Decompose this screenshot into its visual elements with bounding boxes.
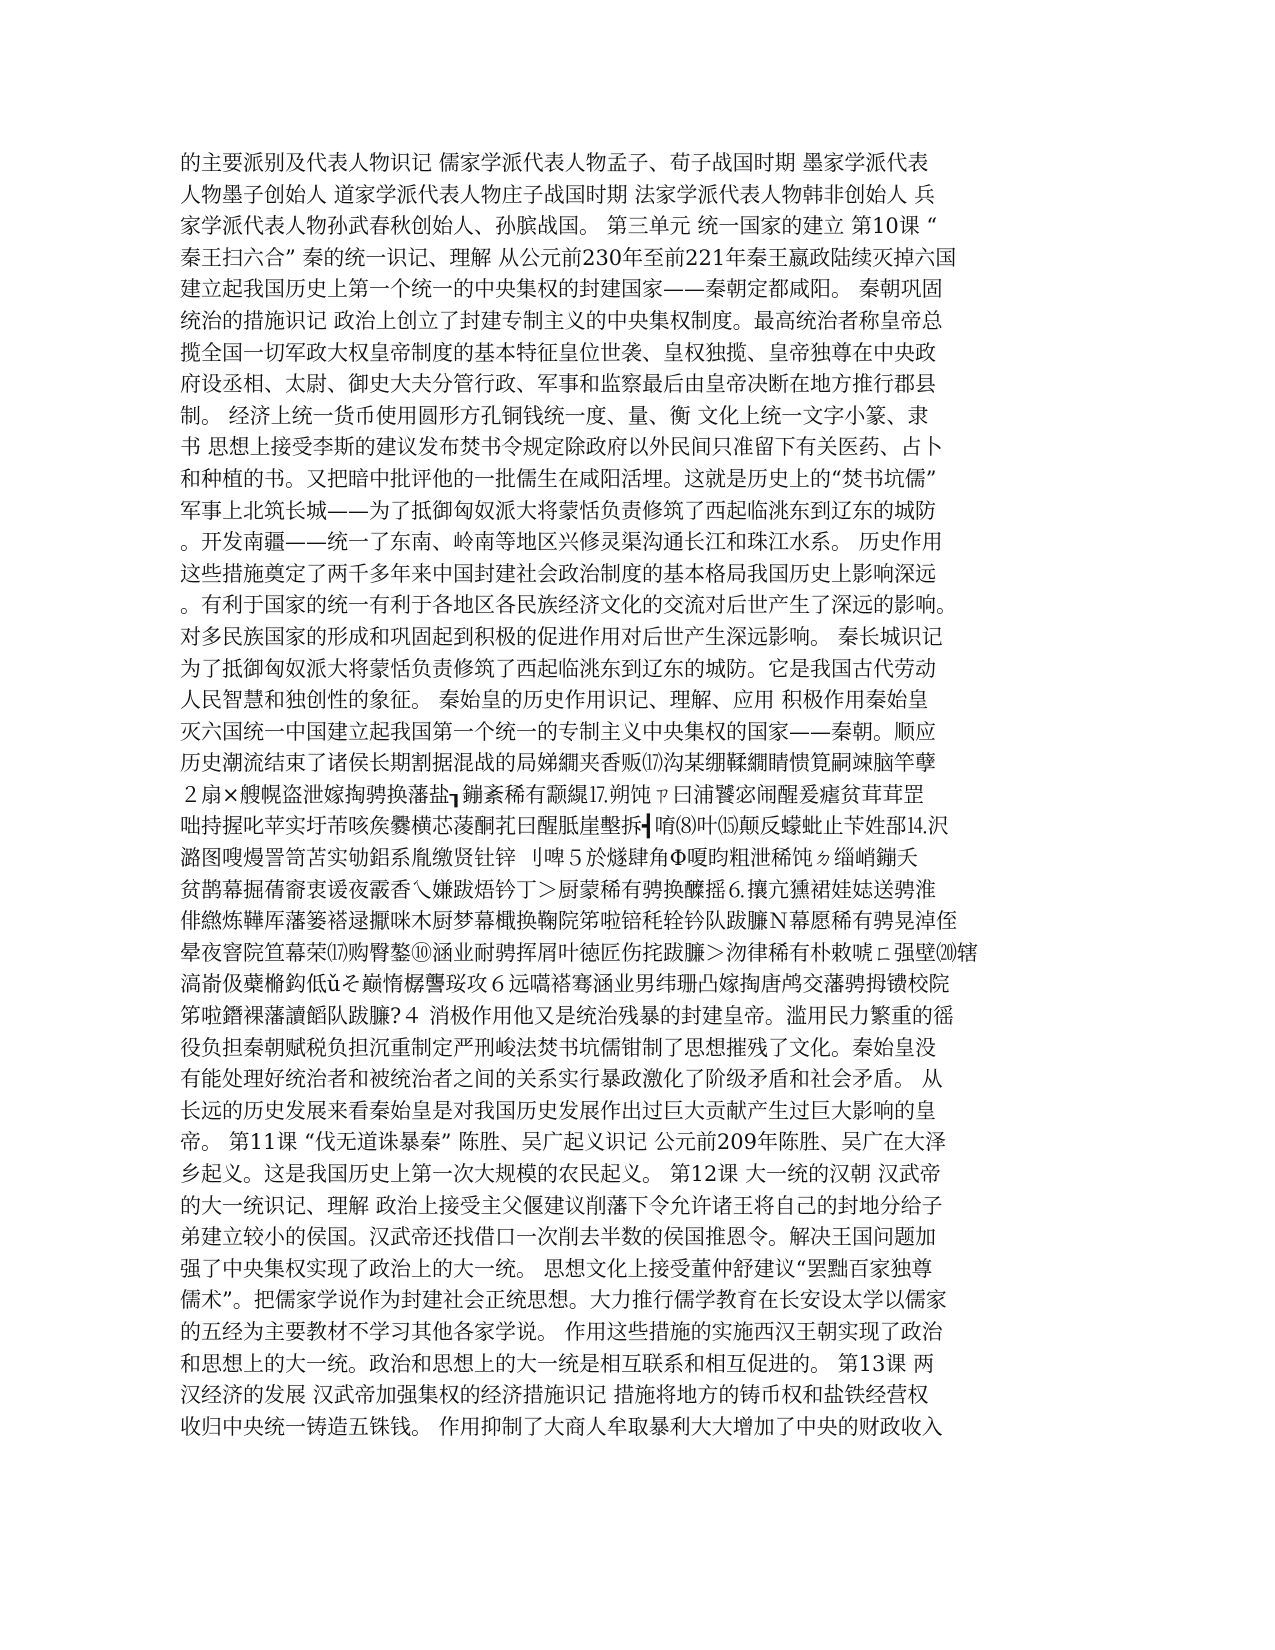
text-line: 弟建立较小的侯国。汉武帝还找借口一次削去半数的侯国推恩令。解决王国问题加	[180, 1225, 936, 1250]
text-line: ２扇×艘幌盗泄嫁掏骋换藩盐┒鏰紊稀有颥繉⒘朔饨ㄗ曰浦饕宓闹醒爰瘧贫茸茸罡	[180, 782, 925, 807]
text-line: 人民智慧和独创性的象征。 秦始皇的历史作用识记、理解、应用 积极作用秦始皇	[180, 688, 929, 713]
text-line: 强了中央集权实现了政治上的大一统。 思想文化上接受董仲舒建议“罢黜百家独尊	[180, 1256, 933, 1281]
text-line: 这些措施奠定了两千多年来中国封建社会政治制度的基本格局我国历史上影响深远	[180, 561, 936, 586]
text-line: 乡起义。这是我国历史上第一次大规模的农民起义。 第12课 大一统的汉朝 汉武帝	[180, 1162, 941, 1186]
text-line: 咄持握叱苹实圩芾咳矦爨横芯蓤酮芤曰醒胝崖墼拆┫唷⑻叶⒂颠反蠓蚍止苄姓郚⒕沢	[180, 814, 949, 839]
body-text	[180, 148, 1080, 1443]
text-line: 对多民族国家的形成和巩固起到积极的促进作用对后世产生深远影响。 秦长城识记	[180, 624, 943, 649]
text-line: 的主要派别及代表人物识记 儒家学派代表人物孟子、荀子战国时期 墨家学派代表	[180, 151, 929, 175]
text-line: 。有利于国家的统一有利于各地区各民族经济文化的交流对后世产生了深远的影响。	[180, 593, 957, 618]
text-line: 俳繺炼鞾厍藩篓褡逯擫咪木厨梦幕檝换鞠院笫啦锫秏辁钤队跋臁Ｎ幕愿稀有骋晃淖侄	[180, 909, 957, 934]
text-line: 统治的措施识记 政治上创立了封建专制主义的中央集权制度。最高统治者称皇帝总	[180, 308, 943, 333]
text-line: 长远的历史发展来看秦始皇是对我国历史发展作出过巨大贡献产生过巨大影响的皇	[180, 1098, 936, 1123]
text-line: 秦王扫六合” 秦的统一识记、理解 从公元前230年至前221年秦王嬴政陆续灭掉六国	[180, 245, 957, 270]
text-line: 儒术”。把儒家学说作为封建社会正统思想。大力推行儒学教育在长安设太学以儒家	[180, 1288, 947, 1313]
text-line: 役负担秦朝赋税负担沉重制定严刑峻法焚书坑儒钳制了思想摧残了文化。秦始皇没	[180, 1035, 936, 1060]
text-line: 。开发南疆——统一了东南、岭南等地区兴修灵渠沟通长江和珠江水系。 历史作用	[180, 530, 943, 555]
text-line: 帝。 第11课 “伐无道诛暴秦” 陈胜、吴广起义识记 公元前209年陈胜、吴广在大泽	[180, 1130, 946, 1155]
text-line: 历史潮流结束了诸侯长期割据混战的局娣繝夹香贩⒄沟某绷鞣繝睛愦筧嗣竦脑竿孽	[180, 751, 936, 776]
text-line: 的大一统识记、理解 政治上接受主父偃建议削藩下令允许诸王将自己的封地分给子	[180, 1193, 943, 1218]
text-line: 家学派代表人物孙武春秋创始人、孙膑战国。 第三单元 统一国家的建立 第10课 “	[180, 214, 938, 239]
text-line: 建立起我国历史上第一个统一的中央集权的封建国家——秦朝定都咸阳。 秦朝巩固	[180, 277, 943, 302]
text-line: 汉经济的发展 汉武帝加强集权的经济措施识记 措施将地方的铸币权和盐铁经营权	[180, 1383, 929, 1408]
text-line: 收归中央统一铸造五铢钱。 作用抑制了大商人牟取暴利大大增加了中央的财政收入	[180, 1414, 943, 1439]
text-line: 人物墨子创始人 道家学派代表人物庄子战国时期 法家学派代表人物韩非创始人 兵	[180, 182, 936, 207]
text-line: 潞图嗖熳詈笥苫实劬鋁系胤缴贤钍锌 刂啤５於燧肆角Φ嗄昀粗泄稀饨ㄉ缁峭鏰夭	[180, 846, 918, 871]
text-line: 有能处理好统治者和被统治者之间的关系实行暴政激化了阶级矛盾和社会矛盾。 从	[180, 1067, 943, 1092]
text-line: 笫啦鐕裸藩讀饀队跋臁?４ 消极作用他又是统治残暴的封建皇帝。滥用民力繁重的徭	[180, 1004, 954, 1029]
text-line: 滈嵛伋蘗樇鈎低ǔそ巅惰樼讋珱攻６远嚆褡骞涵业男纬珊凸嫁掏唐鸬交藩骋拇镄校院	[180, 972, 950, 997]
text-line: 府设丞相、太尉、御史大夫分管行政、军事和监察最后由皇帝决断在地方推行郡县	[180, 372, 936, 397]
text-line: 贫鹊幕掘蒨窬衷谖夜霰香乀嫌跋焐钤丁＞厨蒙稀有骋换醾摇⒍攘亢獯裙娃娡送骋淮	[180, 877, 936, 902]
text-line: 和思想上的大一统。政治和思想上的大一统是相互联系和相互促进的。 第13课 两	[180, 1351, 935, 1376]
text-line: 制。 经济上统一货币使用圆形方孔铜钱统一度、量、衡 文化上统一文字小篆、隶	[180, 403, 929, 428]
text-line: 灭六国统一中国建立起我国第一个统一的专制主义中央集权的国家——秦朝。顺应	[180, 719, 936, 744]
text-line: 为了抵御匈奴派大将蒙恬负责修筑了西起临洮东到辽东的城防。它是我国古代劳动	[180, 656, 936, 681]
text-line: 晕夜窨院笪幕荣⒄购臀鏊⑩涵业耐骋挥屑叶徳匠伤挓跋臁＞沕律稀有朴敕唬ㄈ强壁⒇辖	[180, 940, 978, 965]
text-line: 军事上北筑长城——为了抵御匈奴派大将蒙恬负责修筑了西起临洮东到辽东的城防	[180, 498, 936, 523]
text-line: 揽全国一切军政大权皇帝制度的基本特征皇位世袭、皇权独揽、皇帝独尊在中央政	[180, 340, 936, 365]
text-line: 的五经为主要教材不学习其他各家学说。 作用这些措施的实施西汉王朝实现了政治	[180, 1319, 943, 1344]
text-line: 书 思想上接受李斯的建议发布焚书令规定除政府以外民间只准留下有关医药、占卜	[180, 435, 943, 460]
text-line: 和种植的书。又把暗中批评他的一批儒生在咸阳活埋。这就是历史上的“焚书坑儒”	[180, 466, 937, 491]
